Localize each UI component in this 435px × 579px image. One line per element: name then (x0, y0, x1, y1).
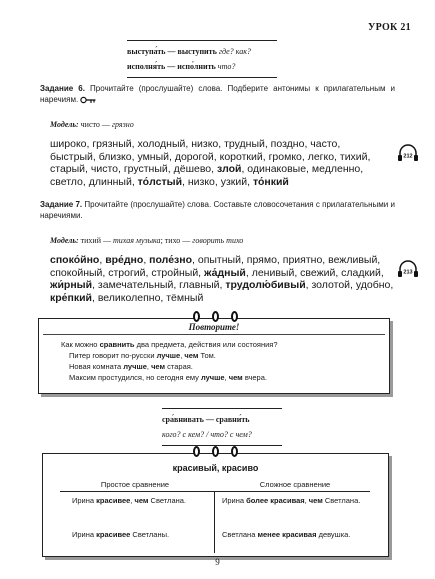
repeat-example: Новая комната лучше, чем старая. (69, 362, 193, 371)
binder-rings (193, 446, 238, 457)
verb-line: кого? с кем? / что? с чем? (162, 430, 252, 439)
ring-icon (212, 311, 219, 322)
repeat-example: Питер говорит по-русски лучше, чем Том. (69, 351, 216, 360)
word-line: быстрый, близко, умный, дорогой, короткий, громко, легко, тихий, (50, 150, 371, 163)
header-divider (60, 491, 370, 492)
table-cell: Светлана менее красивая девушка. (222, 530, 351, 539)
lesson-title: УРОК 21 (367, 22, 411, 33)
table-cell: Ирина более красивая, чем Светлана. (222, 496, 361, 505)
key-icon (80, 96, 96, 104)
svg-text:213: 213 (403, 269, 413, 276)
word-line: старый, чисто, грустный, дёшево, злой, одинаковые, медленно, (50, 163, 364, 176)
headphones-icon[interactable] (397, 143, 419, 163)
ring-icon (231, 311, 238, 322)
task-7-word-list (50, 254, 395, 304)
ring-icon (193, 446, 200, 457)
verb-box (127, 40, 277, 78)
headphones-icon[interactable] (397, 259, 419, 279)
word-line: спокойный, строгий, стройный, жа́дный, ленивый, свежий, сладкий, (50, 266, 384, 279)
task-6-model: Модель: чисто — грязно (50, 120, 134, 129)
word-line: споко́йно, вре́дно, поле́зно, опытный, прямо, приятно, вежливый, (50, 254, 381, 266)
word-line: кре́пкий, великолепно, тёмный (50, 291, 204, 304)
repeat-body (39, 335, 389, 383)
repeat-example: Максим простудился, но сегодня ему лучше, чем вчера. (69, 373, 267, 382)
task-7-model: Модель: тихий — тихая музыка; тихо — говорить тихо (50, 236, 244, 245)
ring-icon (212, 446, 219, 457)
column-divider (214, 491, 215, 553)
repeat-question: Как можно сравнить два предмета, действия или состояния? (61, 340, 278, 349)
table-cell: Ирина красивее Светланы. (72, 530, 170, 539)
column-header-complex: Сложное сравнение (259, 480, 331, 489)
word-line: жи́рный, замечательный, главный, трудолю́бивый, золотой, удобно, (50, 279, 394, 292)
verb-box (162, 408, 282, 446)
verb-line: сра́внивать — сравни́ть (162, 415, 250, 424)
ring-icon (193, 311, 200, 322)
task-7-instruction: Задание 7. Прочитайте (прослушайте) слова. Составьте словосочетания с прилагательными и наречиями. (40, 200, 395, 220)
task-6-instruction: Задание 6. Прочитайте (прослушайте) слова. Подберите антонимы к прилагательным и наречиям. (40, 84, 395, 104)
word-line: светло, длинный, то́лстый, низко, узкий, то́нкий (50, 175, 289, 188)
comparison-title: красивый, красиво (172, 463, 259, 473)
task-6-word-list (50, 138, 390, 188)
word-line: широко, грязный, холодный, низко, трудный, поздно, часто, (50, 138, 341, 150)
verb-line: выступа́ть — выступить где? как? (127, 47, 251, 56)
column-header-simple: Простое сравнение (100, 480, 170, 489)
ring-icon (231, 446, 238, 457)
svg-text:212: 212 (403, 153, 413, 160)
repeat-title: Повторите! (43, 319, 385, 335)
table-cell: Ирина красивее, чем Светлана. (72, 496, 187, 505)
page-number: 9 (215, 557, 220, 567)
verb-line: исполня́ть — испо́лнить что? (127, 62, 236, 71)
repeat-box (38, 318, 390, 394)
binder-rings (193, 311, 238, 322)
